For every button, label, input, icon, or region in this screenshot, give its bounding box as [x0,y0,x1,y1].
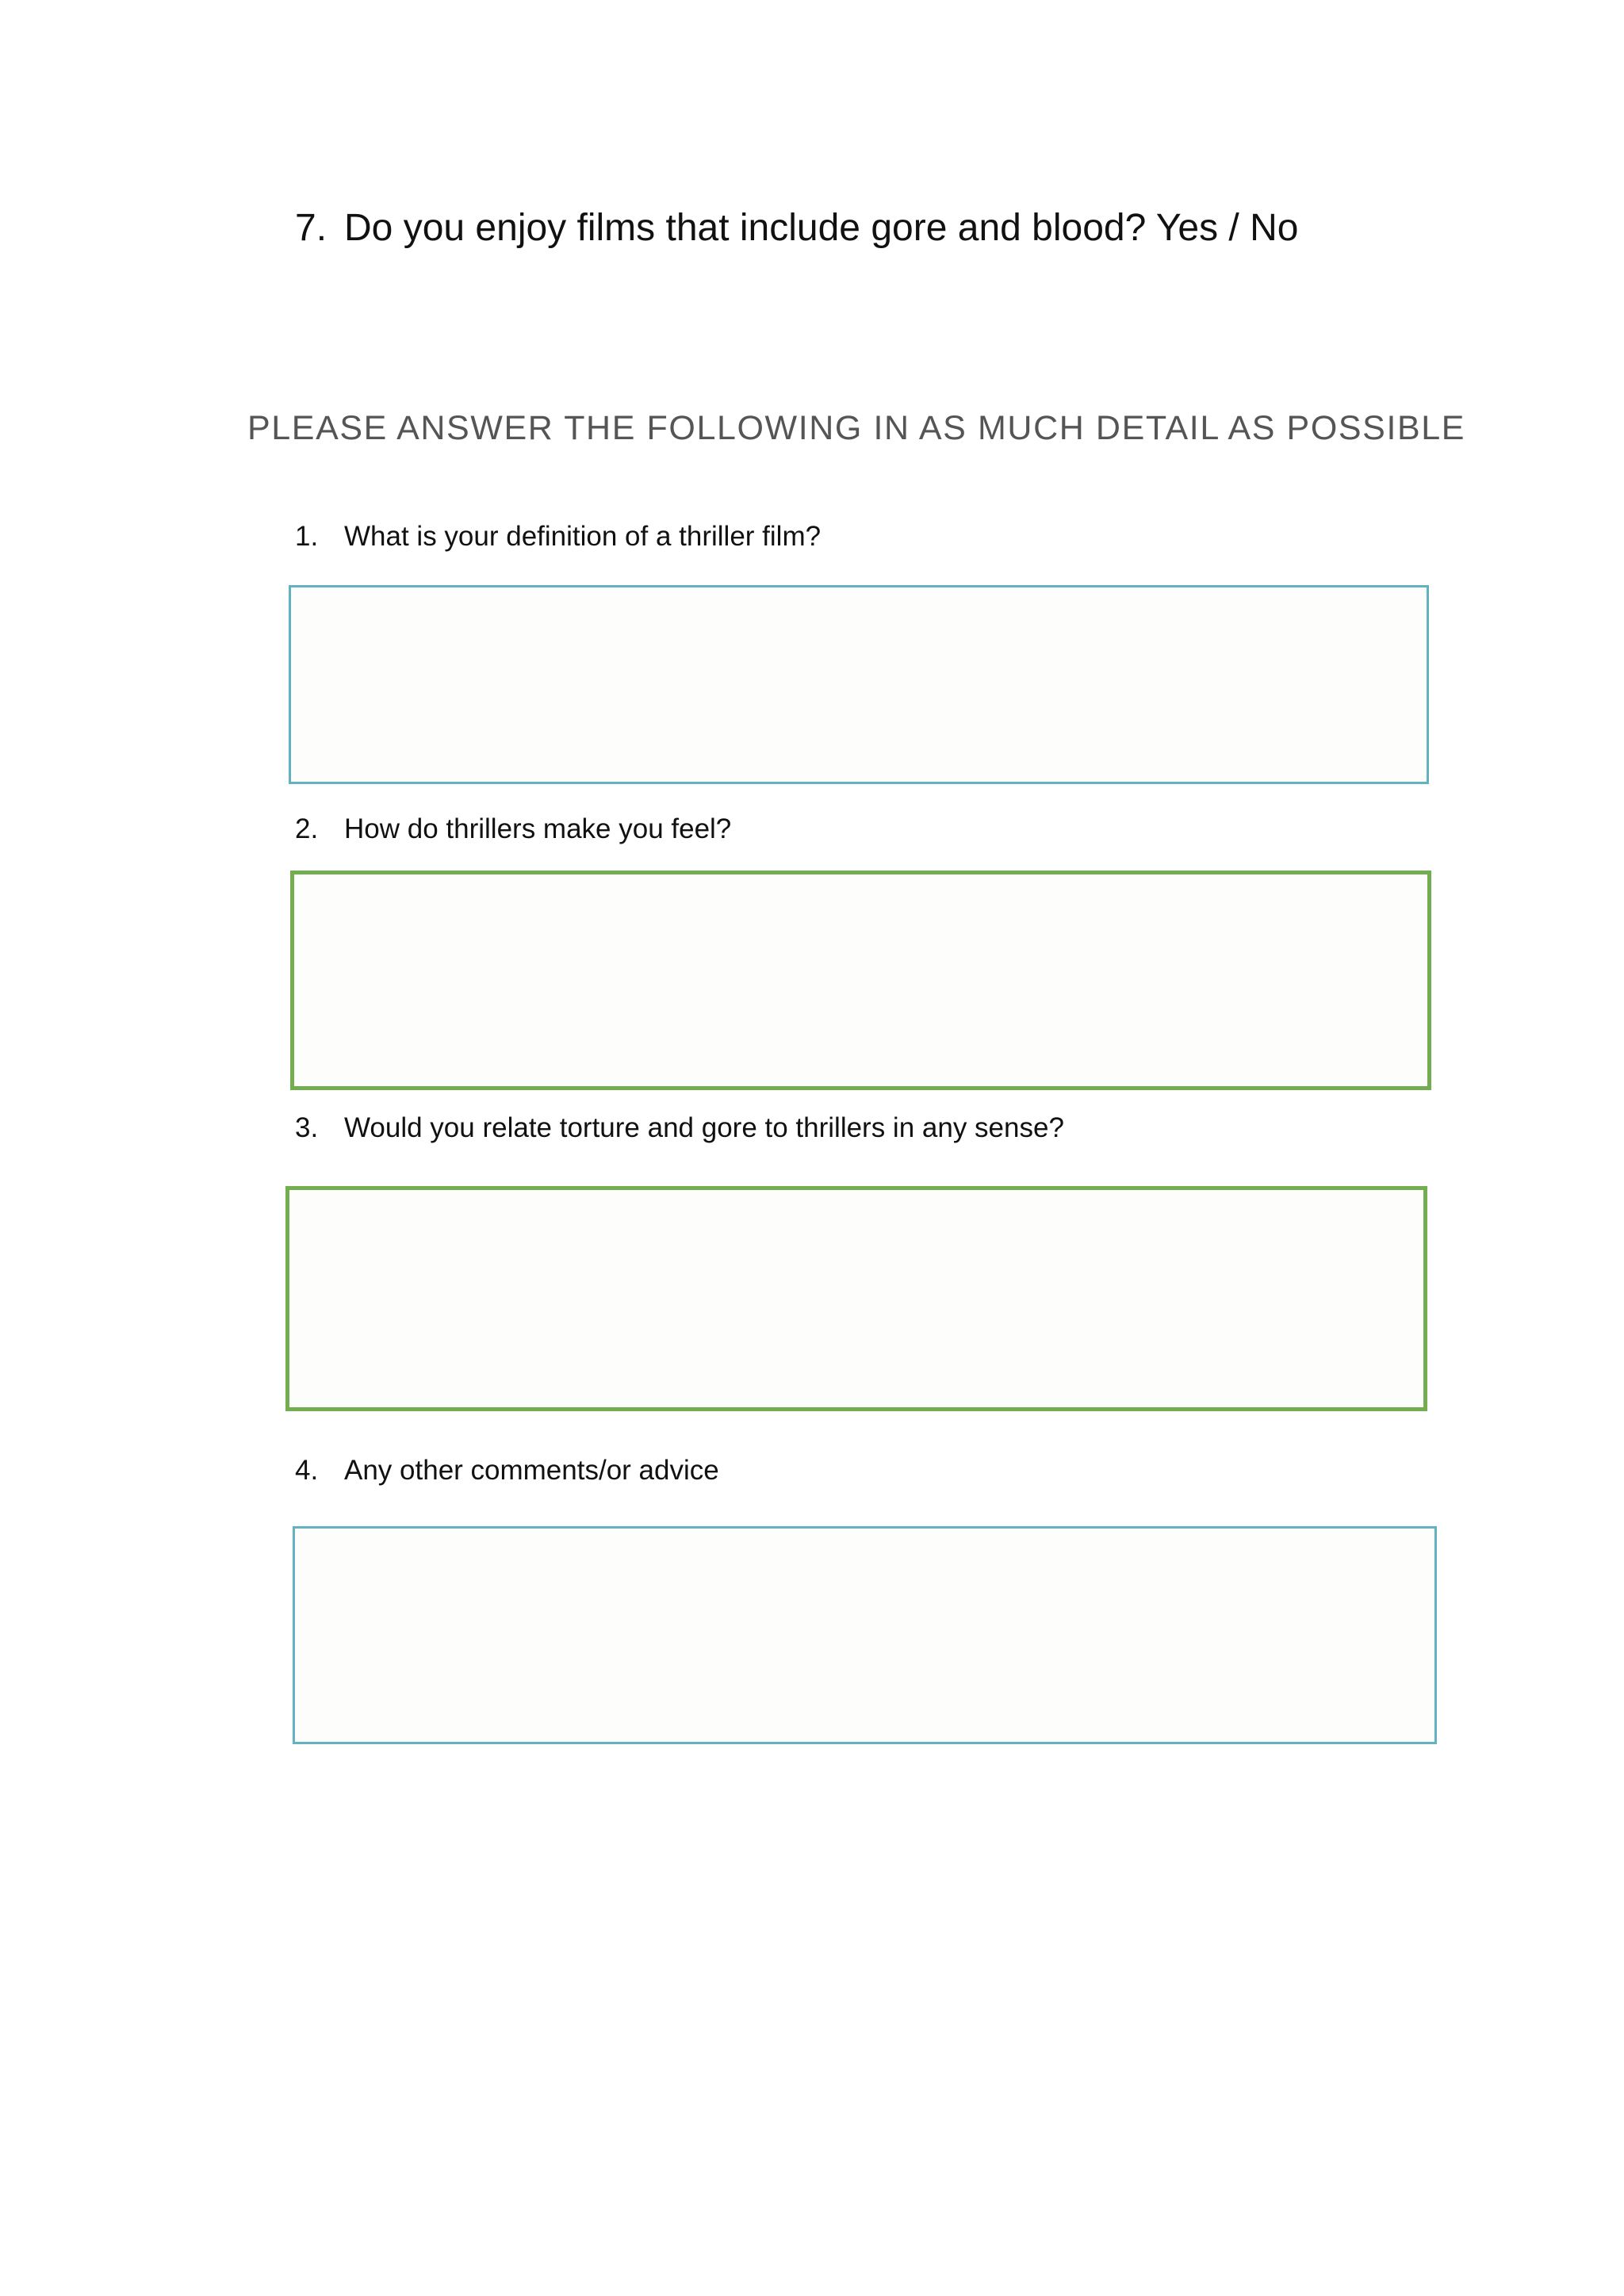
answer-box-1[interactable] [289,585,1429,784]
question-7-number: 7. [295,207,327,249]
question-7-text: Do you enjoy films that include gore and blood? Yes / No [344,207,1299,249]
question-2-number: 2. [295,813,319,844]
answer-box-2[interactable] [290,871,1431,1090]
answer-input-2[interactable] [294,874,1427,1086]
question-1 [295,519,821,554]
question-4 [295,1453,719,1488]
answer-box-3[interactable] [285,1186,1427,1411]
question-2-text: How do thrillers make you feel? [344,813,732,844]
question-3 [295,1111,1064,1146]
question-1-text: What is your definition of a thriller film? [344,521,822,552]
question-3-number: 3. [295,1112,319,1143]
answer-input-4[interactable] [295,1529,1434,1742]
question-3-text: Would you relate torture and gore to thrillers in any sense? [344,1112,1064,1143]
answer-box-4[interactable] [293,1526,1437,1744]
answer-input-3[interactable] [289,1190,1423,1407]
answer-input-1[interactable] [291,587,1427,782]
question-4-text: Any other comments/or advice [344,1455,719,1486]
question-7 [295,203,1298,254]
question-1-number: 1. [295,521,319,552]
question-4-number: 4. [295,1455,319,1486]
section-heading: PLEASE ANSWER THE FOLLOWING IN AS MUCH DETAIL AS POSSIBLE [247,409,1466,447]
question-2 [295,812,731,847]
